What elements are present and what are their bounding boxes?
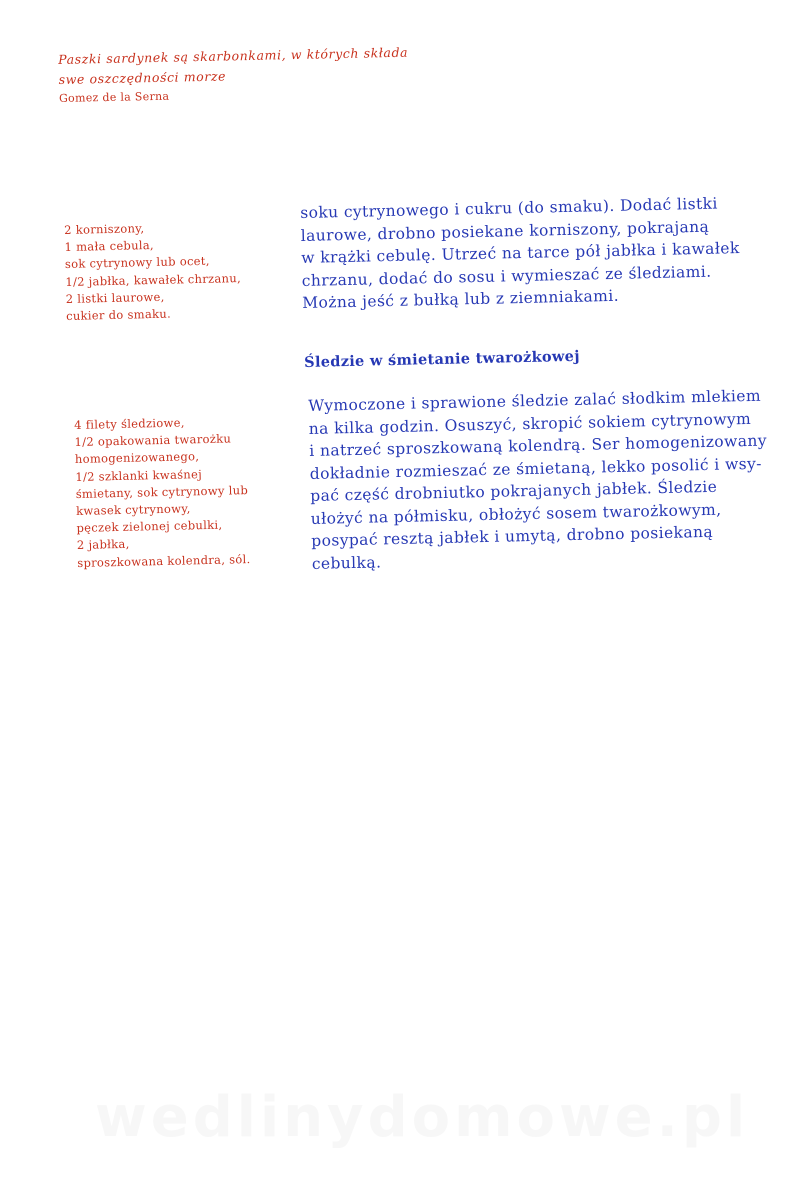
- ingredient-item: 1/2 opakowania twarożku: [74, 431, 232, 450]
- ingredient-item: homogenizowanego,: [74, 449, 200, 467]
- epigraph-line: swe oszczędności morze: [58, 68, 227, 87]
- ingredient-item: sok cytrynowy lub ocet,: [64, 254, 210, 272]
- ingredients-list-herring-sauce: [64, 218, 242, 325]
- text-line: Wymoczone i sprawione śledzie zalać słodkim mlekiem: [308, 386, 762, 415]
- text-line: Można jeść z bułką lub z ziemniakami.: [302, 286, 620, 312]
- watermark: wedlinydomowe.pl: [95, 1085, 750, 1150]
- epigraph: [58, 42, 459, 108]
- ingredients-list-herring-cream: [74, 413, 251, 572]
- ingredient-item: cukier do smaku.: [65, 306, 172, 323]
- text-line: soku cytrynowego i cukru (do smaku). Dodać listki: [300, 194, 718, 222]
- ingredient-item: 1/2 jabłka, kawałek chrzanu,: [65, 270, 242, 289]
- text-line: cebulką.: [311, 552, 382, 573]
- text-line: chrzanu, dodać do sosu i wymieszać ze śledziami.: [301, 262, 712, 290]
- ingredient-item: 2 korniszony,: [64, 221, 145, 237]
- text-line: pać część drobniutko pokrajanych jabłek. Śledzie: [310, 477, 718, 505]
- recipe-instructions-continued: [300, 191, 792, 315]
- text-line: posypać resztą jabłek i umytą, drobno posiekaną: [311, 522, 714, 550]
- text-line: i natrzeć sproszkowaną kolendrą. Ser homogenizowany: [309, 431, 768, 460]
- text-line: laurowe, drobno posiekane korniszony, pokrajaną: [300, 217, 710, 245]
- ingredient-item: 2 listki laurowe,: [65, 289, 165, 306]
- epigraph-line: Paszki sardynek są skarbonkami, w których składa: [58, 44, 409, 67]
- ingredient-item: kwasek cytrynowy,: [75, 501, 191, 518]
- text-line: dokładnie rozmieszać ze śmietaną, lekko posolić i wsy-: [309, 454, 762, 483]
- ingredient-item: śmietany, sok cytrynowy lub: [75, 482, 249, 501]
- recipe-title: Śledzie w śmietanie twarożkowej: [304, 347, 580, 371]
- text-line: na kilka godzin. Osuszyć, skropić sokiem cytrynowym: [308, 409, 752, 438]
- text-line: w krążki cebulę. Utrzeć na tarce pół jabłka i kawałek: [301, 239, 740, 267]
- recipe-instructions: [308, 384, 802, 575]
- ingredient-item: 4 filety śledziowe,: [74, 415, 185, 432]
- text-line: ułożyć na półmisku, obłożyć sosem twarożkowym,: [310, 500, 722, 528]
- ingredient-item: 1/2 szklanki kwaśnej: [75, 466, 203, 484]
- ingredient-item: 2 jabłka,: [76, 537, 130, 553]
- ingredient-item: pęczek zielonej cebulki,: [76, 517, 223, 536]
- epigraph-author: Gomez de la Serna: [58, 89, 170, 105]
- ingredient-item: 1 mała cebula,: [64, 238, 155, 255]
- ingredient-item: sproszkowana kolendra, sól.: [77, 551, 251, 570]
